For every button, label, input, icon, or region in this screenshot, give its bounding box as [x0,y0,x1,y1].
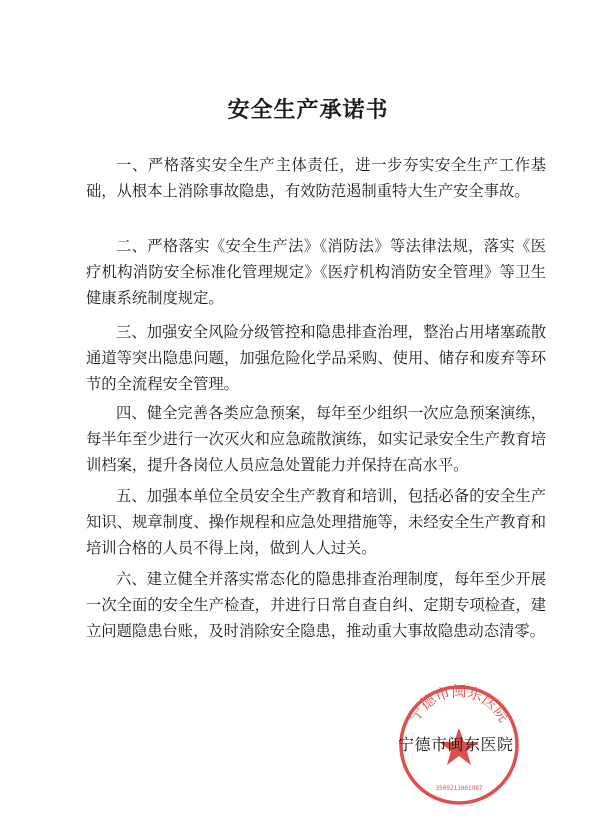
paragraph-5: 五、加强本单位全员安全生产教育和培训，包括必备的安全生产知识、规章制度、操作规程和应急处理措施等，未经安全生产教育和培训合格的人员不得上岗，做到人人过关。 [86,487,546,557]
paragraph-3: 三、加强安全风险分级管控和隐患排查治理，整治占用堵塞疏散通道等突出隐患问题，加强危险化学品采购、使用、储存和废弃等环节的全流程安全管理。 [86,323,546,393]
seal-code: 3509211001987 [435,785,483,792]
seal-arc-text: 宁德市闽东医院 [404,682,514,726]
paragraph-1: 一、严格落实安全生产主体责任，进一步夯实安全生产工作基础，从根本上消除事故隐患，有效防范遏制重特大生产安全事故。 [86,156,546,200]
signature-text: 宁德市闽东医院 [398,735,514,754]
document-title: 安全生产承诺书 [227,97,389,123]
paragraph-6: 六、建立健全并落实常态化的隐患排查治理制度，每年至少开展一次全面的安全生产检查，并进行日常自查自纠、定期专项检查，建立问题隐患台账，及时消除安全隐患，推动重大事故隐患动态清零。 [86,570,546,640]
paragraph-4: 四、健全完善各类应急预案，每年至少组织一次应急预案演练，每半年至少进行一次灭火和应急疏散演练，如实记录安全生产教育培训档案，提升各岗位人员应急处置能力并保持在高水平。 [86,404,546,474]
paragraph-2: 二、严格落实《安全生产法》《消防法》等法律法规，落实《医疗机构消防安全标准化管理规定》《医疗机构消防安全管理》等卫生健康系统制度规定。 [86,237,546,307]
